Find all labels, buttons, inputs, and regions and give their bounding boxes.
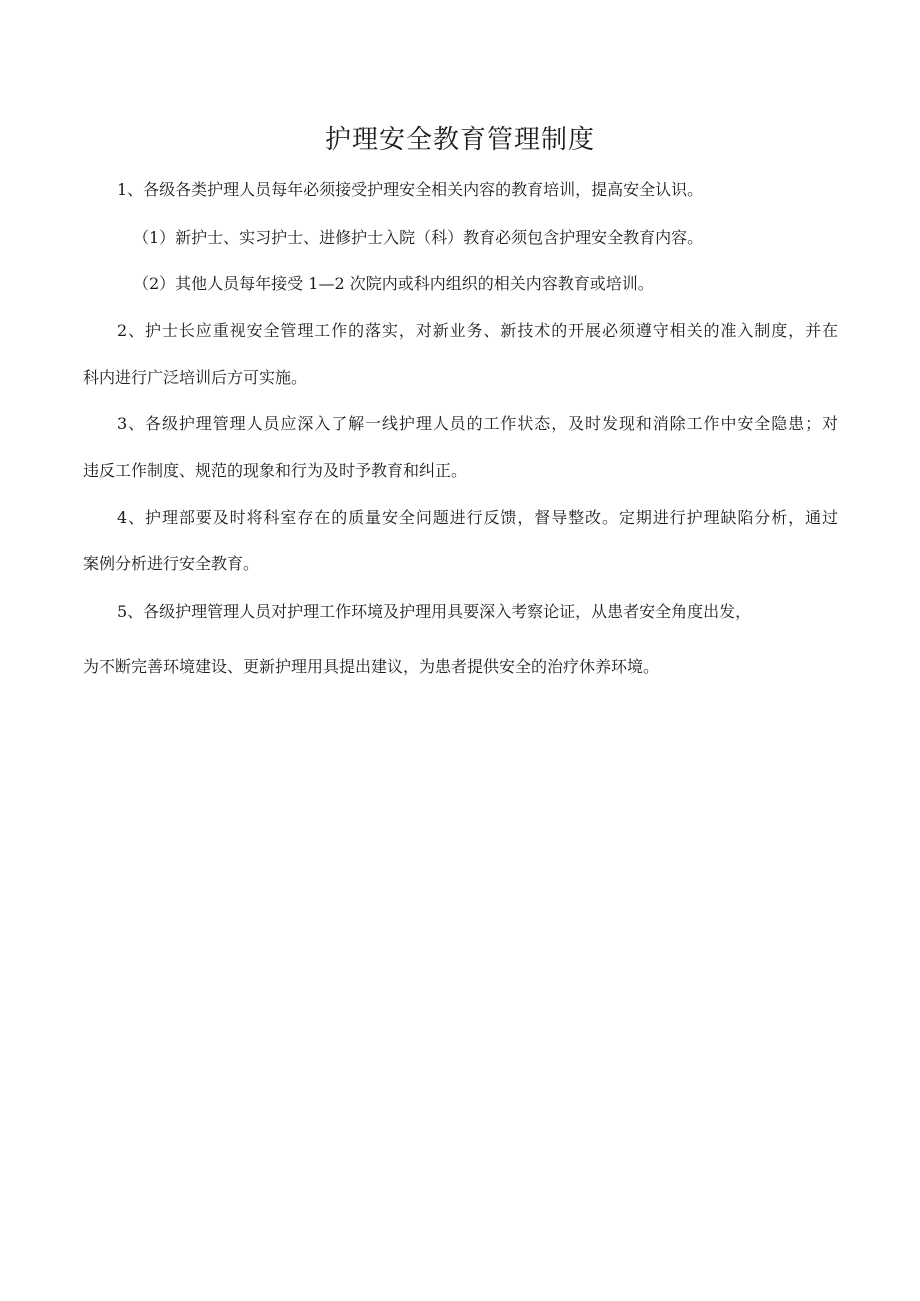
- paragraph-4-line-2: 案例分析进行安全教育。: [83, 554, 260, 573]
- paragraph-5-line-1: 5、各级护理管理人员对护理工作环境及护理用具要深入考察论证，从患者安全角度出发，: [117, 602, 752, 621]
- paragraph-5-line-2: 为不断完善环境建设、更新护理用具提出建议，为患者提供安全的治疗休养环境。: [83, 657, 660, 676]
- document-title: 护理安全教育管理制度: [324, 125, 595, 155]
- paragraph-2-line-2: 科内进行广泛培训后方可实施。: [83, 368, 308, 387]
- paragraph-1-item-1: （1）新护士、实习护士、进修护士入院（科）教育必须包含护理安全教育内容。: [133, 228, 704, 247]
- paragraph-1-item-2: （2）其他人员每年接受 1—2 次院内或科内组织的相关内容教育或培训。: [133, 274, 654, 293]
- paragraph-3-line-1: 3、各级护理管理人员应深入了解一线护理人员的工作状态，及时发现和消除工作中安全隐患；对: [117, 414, 838, 433]
- paragraph-2-line-1: 2、护士长应重视安全管理工作的落实，对新业务、新技术的开展必须遵守相关的准入制度，并在: [117, 321, 838, 340]
- paragraph-1: 1、各级各类护理人员每年必须接受护理安全相关内容的教育培训，提高安全认识。: [117, 180, 704, 199]
- paragraph-3-line-2: 违反工作制度、规范的现象和行为及时予教育和纠正。: [83, 461, 468, 480]
- paragraph-4-line-1: 4、护理部要及时将科室存在的质量安全问题进行反馈，督导整改。定期进行护理缺陷分析，通过: [117, 508, 838, 527]
